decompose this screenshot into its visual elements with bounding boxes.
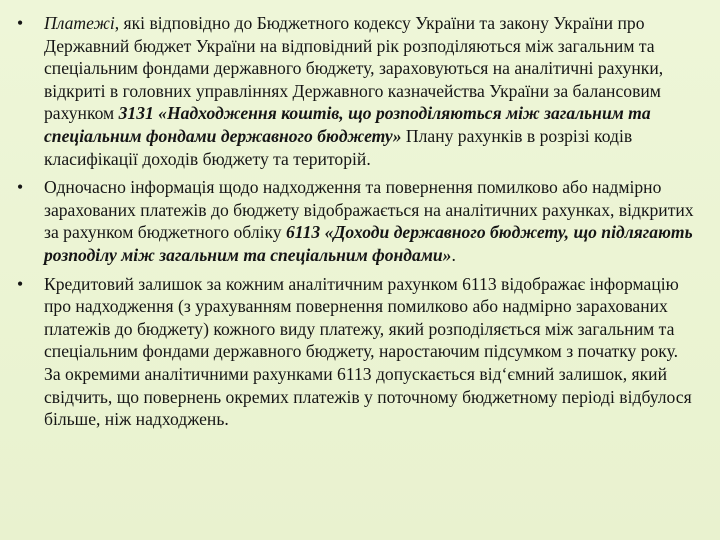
bullet-item-simultaneous	[17, 176, 698, 266]
paragraph-text: , які відповідно до Бюджетного кодексу України та закону України про Державний бюджет України на відповідний рік розподіляються між загальним та спеціальним фондами державного бюджету, зараховуються на аналітичні рахунки, відкриті в головних управліннях Державного казначейства України за балансовим рахунком	[44, 13, 664, 124]
bullet-icon: •	[17, 13, 24, 33]
bullet-item-payments	[17, 12, 698, 170]
paragraph-text: Кредитовий залишок за кожним аналітичним рахунком 6113 відображає інформацію про надходження (з урахуванням повернення помилково або надмірно зарахованих платежів до бюджету) кожного виду платежу, який розподіляється між загальним та спеціальним фондами державного бюджету, наростаючим підсумком з початку року. За окремими аналітичними рахунками 6113 допускається від‘ємний залишок, який свідчить, що повернень окремих платежів у поточному бюджетному періоді відбулося більше, ніж надходжень.	[44, 273, 692, 430]
paragraph-text: Плану рахунків в розрізі кодів класифікації доходів бюджету та територій.	[44, 125, 633, 169]
paragraph-text: Одночасно інформація щодо надходження та повернення помилково або надмірно зарахованих платежів до бюджету відображається на аналітичних рахунках, відкритих за рахунком бюджетного обліку	[44, 177, 694, 243]
account-6113: 6113 «Доходи державного бюджету, що підлягають розподілу між загальним та спеціальним фондами»	[44, 222, 693, 265]
paragraph-text: .	[451, 244, 456, 265]
account-3131: 3131 «Надходження коштів, що розподіляються між загальним та спеціальним фондами державного бюджету»	[44, 103, 651, 146]
term-payments: Платежі	[44, 13, 115, 33]
bullet-icon: •	[17, 273, 24, 294]
bullet-icon: •	[17, 177, 24, 198]
bullet-item-credit-balance	[17, 273, 698, 431]
